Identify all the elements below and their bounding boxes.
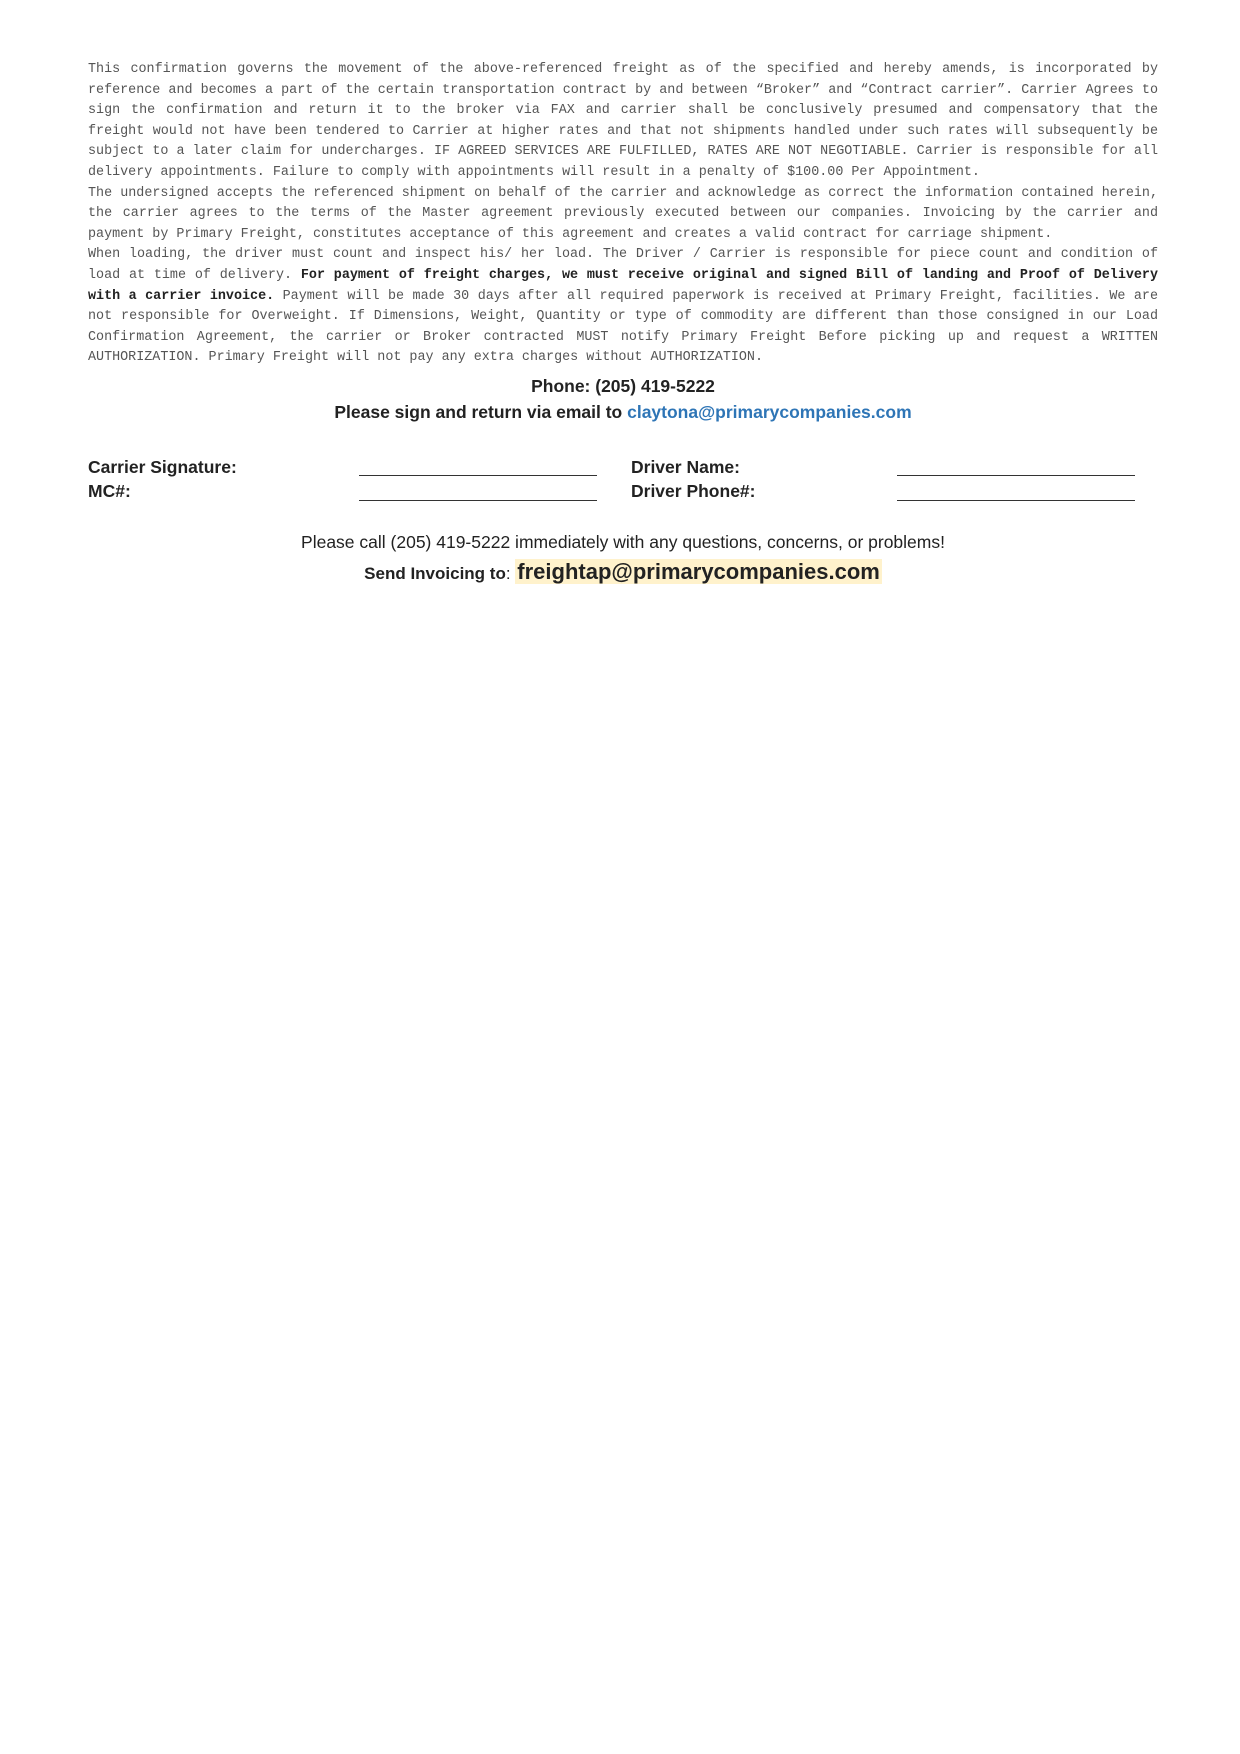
invoice-label: Send Invoicing to xyxy=(364,563,506,583)
signature-block xyxy=(88,455,1158,505)
invoicing-instructions xyxy=(88,557,1158,589)
mc-number-line[interactable] xyxy=(359,500,597,501)
mc-number-label: MC#: xyxy=(88,480,131,501)
document-page xyxy=(88,60,1158,589)
carrier-signature-line[interactable] xyxy=(359,475,597,476)
terms-paragraph-loading xyxy=(88,245,1158,369)
invoice-colon: : xyxy=(505,563,516,583)
terms-paragraph-acceptance: The undersigned accepts the referenced shipment on behalf of the carrier and acknowledge as correct the information contained herein, the carrier agrees to the terms of the Master agreement previously executed between our companies. Invoicing by the carrier and payment by Primary Freight, constitutes acceptance of this agreement and creates a valid contract for carriage shipment. xyxy=(88,185,1158,242)
return-prefix: Please sign and return via email to xyxy=(334,401,628,422)
legal-terms xyxy=(88,60,1158,369)
loading-text: When loading, the driver must count and inspect his/ her load. The Driver / Carrier is responsible for piece count and condition of load at time of delivery. xyxy=(88,247,1158,283)
payment-terms-text: Payment will be made 30 days after all required paperwork is received at Primary Freight, facilities. We are not responsible for Overweight. If Dimensions, Weight, Quantity or type of commodity are different than those consigned in our Load Confirmation Agreement, the carrier or Broker contracted MUST notify Primary Freight Before picking up and request a WRITTEN AUTHORIZATION. Primary Freight will not pay any extra charges without AUTHORIZATION. xyxy=(88,288,1159,366)
phone-line: Phone: (205) 419-5222 xyxy=(531,375,715,396)
payment-requirement-text: For payment of freight charges, we must receive original and signed Bill of landing and Proof of Delivery with a carrier invoice. xyxy=(88,267,1159,304)
return-email-link[interactable]: claytona@primarycompanies.com xyxy=(627,401,912,422)
driver-phone-label: Driver Phone#: xyxy=(631,480,756,501)
return-instructions xyxy=(88,399,1158,425)
call-notice: Please call (205) 419-5222 immediately with any questions, concerns, or problems! xyxy=(301,531,945,552)
carrier-signature-label: Carrier Signature: xyxy=(88,456,237,477)
driver-name-line[interactable] xyxy=(897,475,1135,476)
invoice-email[interactable]: freightap@primarycompanies.com xyxy=(517,558,880,584)
terms-paragraph-confirmation: This confirmation governs the movement of the above-referenced freight as of the specified and hereby amends, is incorporated by reference and becomes a part of the certain transportation contract by and between “Broker” and “Contract carrier”. Carrier Agrees to sign the confirmation and return it to the broker via FAX and carrier shall be conclusively presumed and compensatory that the freight would not have been tendered to Carrier at higher rates and that not shipments handled under such rates will subsequently be subject to a later claim for undercharges. IF AGREED SERVICES ARE FULFILLED, RATES ARE NOT NEGOTIABLE. Carrier is responsible for all delivery appointments. Failure to comply with appointments will result in a penalty of $100.00 Per Appointment. xyxy=(88,62,1158,180)
driver-phone-line[interactable] xyxy=(897,500,1135,501)
driver-name-label: Driver Name: xyxy=(631,456,740,477)
